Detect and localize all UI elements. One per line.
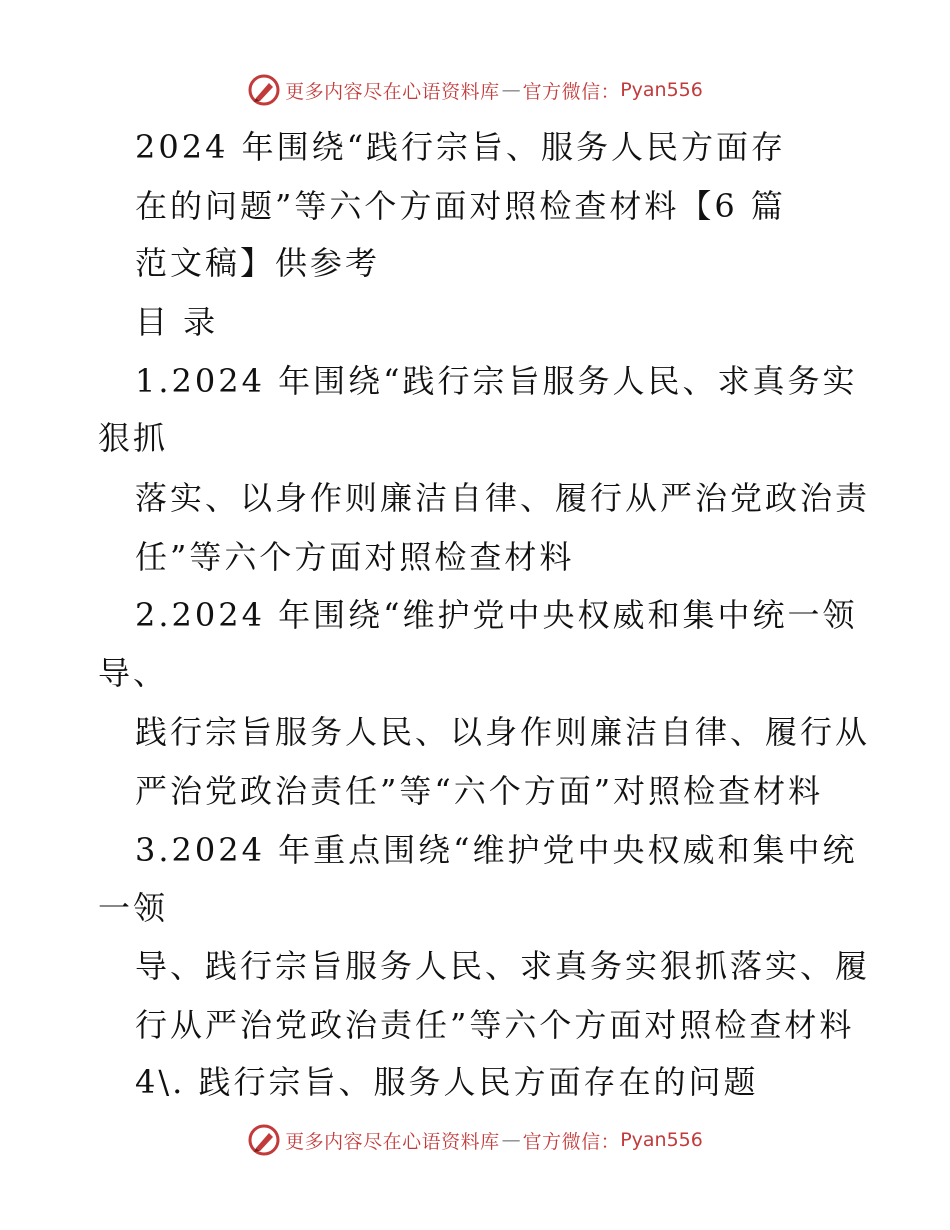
pen-logo-icon (247, 73, 281, 107)
title-line-3: 范文稿】供参考 (135, 244, 381, 282)
watermark-text: 更多内容尽在心语资料库 (285, 80, 500, 103)
toc-line: 行从严治党政治责任”等六个方面对照检查材料 (135, 1006, 855, 1044)
watermark-account: Pyan556 (620, 1129, 703, 1151)
watermark-account: Pyan556 (620, 79, 703, 101)
title-line-1: 2024 年围绕“践行宗旨、服务人民方面存 (135, 128, 786, 166)
toc-line: 任”等六个方面对照检查材料 (135, 538, 575, 576)
toc-line: 4\. 践行宗旨、服务人民方面存在的问题 (135, 1063, 759, 1101)
toc-line: 导、 (98, 654, 169, 692)
watermark-text: 更多内容尽在心语资料库 (285, 1130, 500, 1153)
toc-heading: 目 录 (135, 303, 219, 341)
header-watermark (0, 70, 950, 110)
toc-line: 导、践行宗旨服务人民、求真务实狠抓落实、履 (135, 947, 871, 985)
pen-logo-icon (247, 1123, 281, 1157)
watermark-separator: — (501, 79, 521, 101)
watermark-separator: — (501, 1129, 521, 1151)
footer-watermark (0, 1120, 950, 1160)
title-line-2: 在的问题”等六个方面对照检查材料【6 篇 (135, 187, 786, 225)
toc-line: 3.2024 年重点围绕“维护党中央权威和集中统 (135, 831, 858, 869)
watermark-account-label: 官方微信： (522, 1130, 621, 1153)
toc-line: 2.2024 年围绕“维护党中央权威和集中统一领 (135, 596, 858, 634)
toc-line: 落实、以身作则廉洁自律、履行从严治党政治责 (135, 479, 871, 517)
toc-line: 严治党政治责任”等“六个方面”对照检查材料 (135, 772, 824, 810)
toc-line: 一领 (98, 889, 169, 927)
toc-line: 1.2024 年围绕“践行宗旨服务人民、求真务实 (135, 362, 858, 400)
watermark-account-label: 官方微信： (522, 80, 621, 103)
toc-line: 狠抓 (98, 419, 169, 457)
toc-line: 践行宗旨服务人民、以身作则廉洁自律、履行从 (135, 713, 871, 751)
